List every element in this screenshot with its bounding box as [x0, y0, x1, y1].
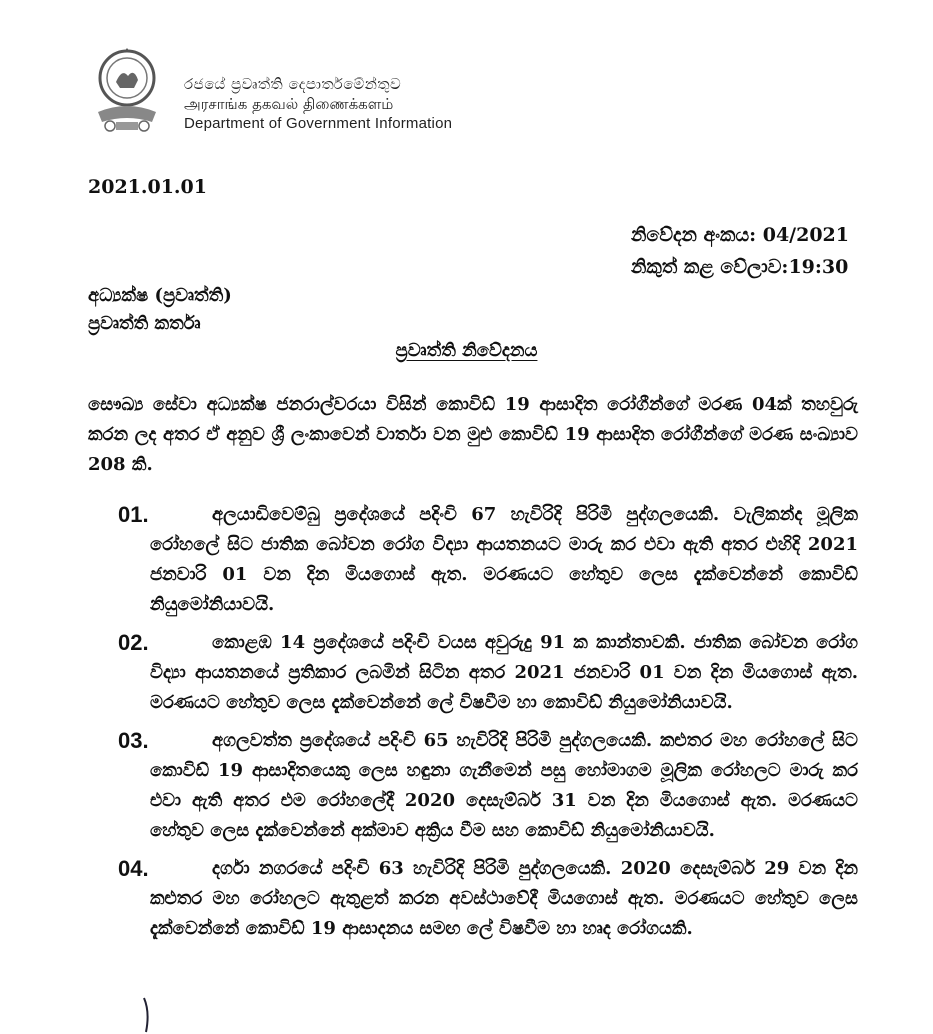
- list-item: [118, 500, 858, 620]
- department-name-sinhala: රජයේ ප්‍රවෘත්ති දෙපාර්තමේන්තුව: [184, 75, 402, 93]
- release-date: 2021.01.01: [88, 176, 207, 198]
- death-case-list: [118, 500, 858, 952]
- pen-mark-icon: [140, 996, 152, 1034]
- release-time: නිකුත් කළ වේලාව:19:30: [630, 256, 849, 278]
- list-item: [118, 854, 858, 944]
- addressee-line-1: අධ්‍යක්ෂ (ප්‍රවෘත්ති): [88, 285, 232, 306]
- department-name-tamil: அரசாங்க தகவல் திணைக்களம்: [184, 95, 394, 113]
- item-number: 04.: [118, 856, 149, 881]
- item-text: කොළඹ 14 ප්‍රදේශයේ පදිංචි වයස අවුරුදු 91 ක කාන්තාවකි. ජාතික බෝවන රෝග විද්‍යා ආයතනයේ ප්‍රතිකාර ලබමින් සිටින අතර 2021 ජනවාරි 01 වන දින මියගොස් ඇත. මරණයට හේතුව ලෙස දැක්වෙන්නේ ලේ විෂවීම හා කොවිඩ් නියුමෝනියාවයි.: [150, 632, 858, 713]
- department-name-english: Department of Government Information: [184, 115, 453, 132]
- addressee: [88, 282, 232, 338]
- intro-paragraph: සෞඛ්‍ය සේවා අධ්‍යක්ෂ ජනරාල්වරයා විසින් කොවිඩ් 19 ආසාදිත රෝගීන්ගේ මරණ 04ක් තහවුරු කරන ලද අතර ඒ අනුව ශ්‍රී ලංකාවෙන් වාර්තා වන මුළු කොවිඩ් 19 ආසාදිත රෝගීන්ගේ මරණ සංඛ්‍යාව 208 කි.: [88, 394, 858, 475]
- item-number: 02.: [118, 630, 149, 655]
- item-number: 03.: [118, 728, 149, 753]
- list-item: [118, 726, 858, 846]
- item-text: අගලවත්ත ප්‍රදේශයේ පදිංචි 65 හැවිරිදි පිරිමි පුද්ගලයෙකි. කළුතර මහ රෝහලේ සිට කොවිඩ් 19 ආසාදිතයෙකු ලෙස හඳුනා ගැනීමෙන් පසු හෝමාගම මූලික රෝහලට මාරු කර එවා ඇති අතර එම රෝහලේදී 2020 දෙසැම්බර් 31 වන දින මියගොස් ඇත. මරණයට හේතුව ලෙස දැක්වෙන්නේ අක්මාව අක්‍රිය වීම සහ කොවිඩ් නියුමෝනියාවයි.: [150, 730, 858, 841]
- list-item: [118, 628, 858, 718]
- document-title-text: ප්‍රවෘත්ති නිවේදනය: [395, 340, 538, 361]
- document-title: [0, 340, 933, 361]
- release-reference: [631, 219, 849, 283]
- item-text: දර්ගා නගරයේ පදිංචි 63 හැවිරිදි පිරිමි පුද්ගලයෙකි. 2020 දෙසැම්බර් 29 වන දින කළුතර මහ රෝහලට ඇතුළත් කරන අවස්ථාවේදී මියගොස් ඇත. මරණයට හේතුව ලෙස දැක්වෙන්නේ කොවිඩ් 19 ආසාදනය සමඟ ලේ විෂවීම හා හෘද රෝගයකි.: [150, 858, 858, 939]
- addressee-line-2: ප්‍රවෘත්ති කර්තෘ: [88, 313, 201, 334]
- item-text: අලයාඩිවෙම්බු ප්‍රදේශයේ පදිංචි 67 හැවිරිදි පිරිමි පුද්ගලයෙකි. වැලිකන්ද මූලික රෝහලේ සිට ජාතික බෝවන රෝග විද්‍යා ආයතනයට මාරු කර එවා ඇති අතර එහිදි 2021 ජනවාරි 01 වන දින මියගොස් ඇත. මරණයට හේතුව ලෙස දැක්වෙන්නේ කොවිඩ් නියුමෝනියාවයි.: [150, 504, 858, 615]
- department-header: [184, 74, 452, 134]
- sri-lanka-emblem-icon: [88, 42, 166, 136]
- item-number: 01.: [118, 502, 149, 527]
- release-number: නිවේදන අංකය: 04/2021: [630, 224, 849, 246]
